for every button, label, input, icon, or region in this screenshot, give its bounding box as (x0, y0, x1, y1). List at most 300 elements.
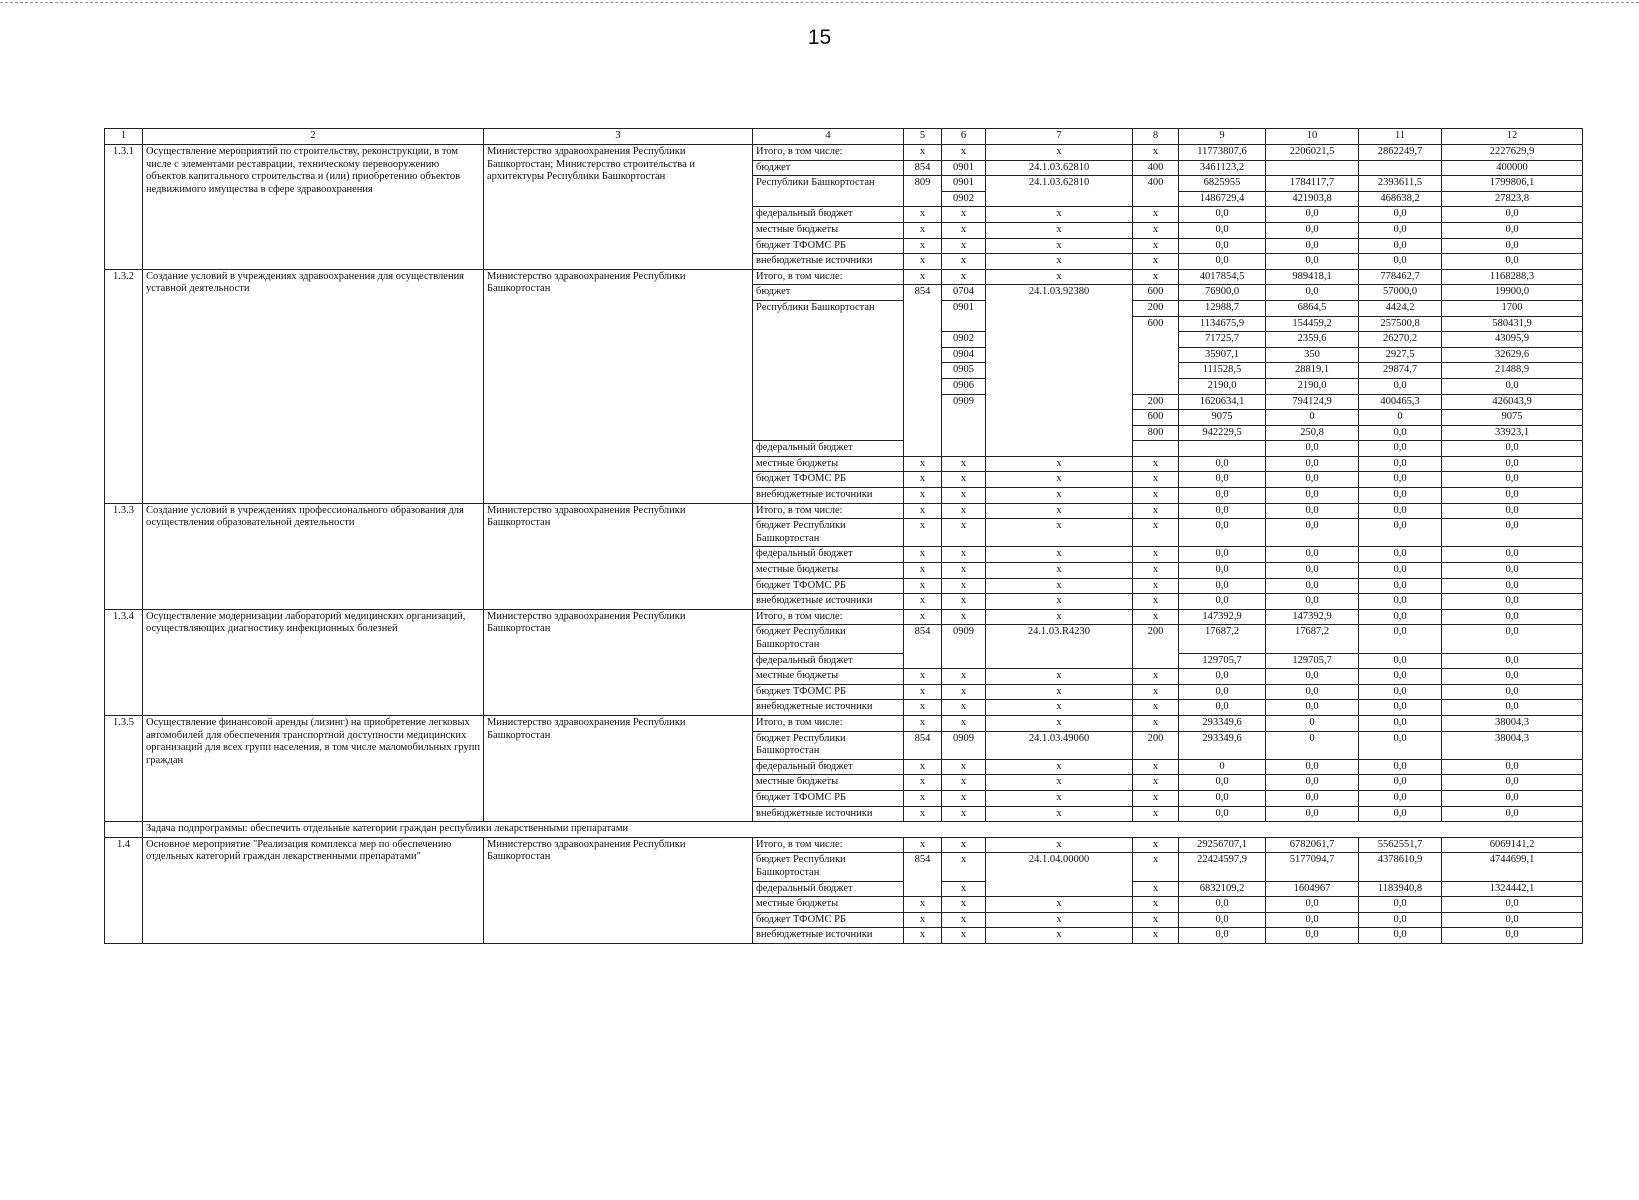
cell: 200 (1133, 394, 1179, 410)
cell: x (1133, 853, 1179, 881)
source-label: местные бюджеты (753, 669, 904, 685)
cell: 5177094,7 (1266, 853, 1359, 881)
cell: 129705,7 (1266, 653, 1359, 669)
source-label: бюджет Республики Башкортостан (753, 625, 904, 653)
cell: x (986, 472, 1133, 488)
cell: x (986, 700, 1133, 716)
cell: x (942, 790, 986, 806)
cell: 21488,9 (1442, 363, 1583, 379)
cell: 854 (904, 625, 942, 669)
cell: 0 (1359, 410, 1442, 426)
cell: 24.1.03.62810 (986, 176, 1133, 207)
cell: 0,0 (1442, 503, 1583, 519)
section-executor: Министерство здравоохранения Республики Башкортостан (484, 715, 753, 821)
cell: x (1133, 488, 1179, 504)
source-label: бюджет ТФОМС РБ (753, 238, 904, 254)
cell: 0901 (942, 160, 986, 176)
cell (105, 822, 143, 838)
cell: 0,0 (1179, 775, 1266, 791)
cell: 854 (904, 853, 942, 897)
source-label: бюджет ТФОМС РБ (753, 578, 904, 594)
cell: 0,0 (1442, 207, 1583, 223)
cell: x (1133, 547, 1179, 563)
section-name: Создание условий в учреждениях профессионального образования для осуществления образовательной деятельности (143, 503, 484, 609)
table-row (105, 269, 1583, 285)
cell: 9075 (1442, 410, 1583, 426)
cell: x (986, 269, 1133, 285)
cell: 22424597,9 (1179, 853, 1266, 881)
cell: x (904, 488, 942, 504)
cell: 0,0 (1266, 790, 1359, 806)
cell: 0,0 (1179, 472, 1266, 488)
source-label: Итого, в том числе: (753, 715, 904, 731)
cell: x (942, 488, 986, 504)
cell: 0,0 (1266, 503, 1359, 519)
cell: 0,0 (1266, 222, 1359, 238)
cell: 38004,3 (1442, 731, 1583, 759)
cell: x (942, 472, 986, 488)
cell: x (986, 222, 1133, 238)
cell: 0,0 (1179, 684, 1266, 700)
task-text: Задача подпрограммы: обеспечить отдельные категории граждан республики лекарственными препаратами (143, 822, 1583, 838)
cell: x (904, 563, 942, 579)
cell: x (986, 145, 1133, 161)
cell: x (904, 472, 942, 488)
cell: x (942, 700, 986, 716)
section-id: 1.3.4 (105, 609, 143, 715)
cell: 400465,3 (1359, 394, 1442, 410)
cell: x (1133, 759, 1179, 775)
cell: x (986, 547, 1133, 563)
column-header: 1 (105, 129, 143, 145)
cell: 0,0 (1179, 254, 1266, 270)
cell (1179, 441, 1266, 457)
cell: 0,0 (1359, 928, 1442, 944)
section-name: Осуществление модернизации лабораторий медицинских организаций, осуществляющих диагностику инфекционных болезней (143, 609, 484, 715)
cell: 400000 (1442, 160, 1583, 176)
cell: 0,0 (1266, 519, 1359, 547)
cell: 1183940,8 (1359, 881, 1442, 897)
cell: 0909 (942, 731, 986, 759)
cell: 0,0 (1179, 207, 1266, 223)
cell: 0,0 (1442, 775, 1583, 791)
cell: x (986, 912, 1133, 928)
cell: 0,0 (1359, 563, 1442, 579)
cell: 350 (1266, 347, 1359, 363)
cell: 0,0 (1179, 790, 1266, 806)
cell: 24.1.03.62810 (986, 160, 1133, 176)
column-header: 10 (1266, 129, 1359, 145)
source-label: бюджет ТФОМС РБ (753, 790, 904, 806)
cell: 0,0 (1266, 238, 1359, 254)
cell: x (986, 207, 1133, 223)
cell: 6825955 (1179, 176, 1266, 192)
cell: x (1133, 609, 1179, 625)
cell: 0,0 (1359, 207, 1442, 223)
cell: 33923,1 (1442, 425, 1583, 441)
cell: x (942, 715, 986, 731)
cell: 0,0 (1359, 775, 1442, 791)
cell: 29874,7 (1359, 363, 1442, 379)
cell: 0,0 (1442, 519, 1583, 547)
cell: x (904, 519, 942, 547)
cell: 0,0 (1179, 547, 1266, 563)
cell: 4424,2 (1359, 300, 1442, 316)
source-label: федеральный бюджет (753, 547, 904, 563)
source-label: местные бюджеты (753, 456, 904, 472)
cell: 0,0 (1442, 609, 1583, 625)
cell: 24.1.03.92380 (986, 285, 1133, 457)
cell: 24.1.04.00000 (986, 853, 1133, 897)
cell: 989418,1 (1266, 269, 1359, 285)
cell: 293349,6 (1179, 715, 1266, 731)
cell: x (942, 222, 986, 238)
cell: 0,0 (1359, 912, 1442, 928)
cell: x (986, 897, 1133, 913)
cell: 0901 (942, 176, 986, 192)
cell: 2190,0 (1266, 378, 1359, 394)
cell: 1134675,9 (1179, 316, 1266, 332)
cell: 6069141,2 (1442, 837, 1583, 853)
cell: x (986, 563, 1133, 579)
source-label: бюджет Республики Башкортостан (753, 731, 904, 759)
cell: 0,0 (1359, 547, 1442, 563)
cell: 0,0 (1266, 700, 1359, 716)
cell: x (904, 775, 942, 791)
cell: 0,0 (1266, 547, 1359, 563)
cell: x (904, 806, 942, 822)
cell: 0909 (942, 394, 986, 456)
section-executor: Министерство здравоохранения Республики Башкортостан (484, 503, 753, 609)
cell: 0,0 (1359, 254, 1442, 270)
source-label: местные бюджеты (753, 897, 904, 913)
cell: x (942, 775, 986, 791)
source-label: Республики Башкортостан (753, 300, 904, 440)
section-id: 1.3.3 (105, 503, 143, 609)
cell: 421903,8 (1266, 191, 1359, 207)
section-executor: Министерство здравоохранения Республики Башкортостан (484, 609, 753, 715)
program-finance-table (104, 128, 1583, 944)
cell: 0,0 (1442, 790, 1583, 806)
cell: x (986, 519, 1133, 547)
cell: x (986, 488, 1133, 504)
cell: 0,0 (1179, 563, 1266, 579)
section-id: 1.4 (105, 837, 143, 943)
cell: 0,0 (1442, 669, 1583, 685)
cell: 6832109,2 (1179, 881, 1266, 897)
cell: 0,0 (1179, 222, 1266, 238)
section-name: Осуществление мероприятий по строительству, реконструкции, в том числе с элементами реставрации, техническому перевооружению объектов капитального строительства и (или) приобретению объектов недвижимого имущества в сфере здравоохранения (143, 145, 484, 270)
cell: 0,0 (1359, 503, 1442, 519)
cell: 0,0 (1179, 928, 1266, 944)
cell: 24.1.03.49060 (986, 731, 1133, 759)
column-header: 9 (1179, 129, 1266, 145)
cell: x (1133, 254, 1179, 270)
section-name: Основное мероприятие "Реализация комплекса мер по обеспечению отдельных категорий граждан лекарственными препаратами" (143, 837, 484, 943)
cell: 57000,0 (1359, 285, 1442, 301)
cell: 580431,9 (1442, 316, 1583, 332)
column-header: 6 (942, 129, 986, 145)
cell: x (1133, 519, 1179, 547)
cell: 0,0 (1179, 519, 1266, 547)
cell: x (942, 669, 986, 685)
source-label: местные бюджеты (753, 775, 904, 791)
cell: 600 (1133, 285, 1179, 301)
cell: 26270,2 (1359, 332, 1442, 348)
section-name: Осуществление финансовой аренды (лизинг) на приобретение легковых автомобилей для обеспечения транспортной доступности медицинских организаций для всех групп населения, в том числе маломобильных групп граждан (143, 715, 484, 821)
source-label: бюджет ТФОМС РБ (753, 472, 904, 488)
cell: 0,0 (1442, 254, 1583, 270)
cell: x (904, 897, 942, 913)
cell: 0,0 (1179, 238, 1266, 254)
cell: x (1133, 238, 1179, 254)
cell: 2359,6 (1266, 332, 1359, 348)
cell: 0,0 (1359, 700, 1442, 716)
cell: 0,0 (1359, 625, 1442, 653)
source-label: бюджет Республики Башкортостан (753, 519, 904, 547)
cell: x (904, 700, 942, 716)
task-row (105, 822, 1583, 838)
cell: 0,0 (1359, 669, 1442, 685)
cell: 0,0 (1266, 928, 1359, 944)
cell: 0,0 (1442, 563, 1583, 579)
cell: 0 (1179, 759, 1266, 775)
cell: 1799806,1 (1442, 176, 1583, 192)
cell: 0904 (942, 347, 986, 363)
cell: 0,0 (1442, 456, 1583, 472)
cell: 0,0 (1179, 700, 1266, 716)
table-row (105, 503, 1583, 519)
cell: 794124,9 (1266, 394, 1359, 410)
cell: 0,0 (1266, 578, 1359, 594)
cell: 0,0 (1266, 775, 1359, 791)
cell: 71725,7 (1179, 332, 1266, 348)
cell: 0,0 (1359, 715, 1442, 731)
cell: x (986, 503, 1133, 519)
cell: 257500,8 (1359, 316, 1442, 332)
table-row (105, 609, 1583, 625)
cell: x (942, 853, 986, 881)
source-label: федеральный бюджет (753, 759, 904, 775)
cell: 0,0 (1442, 378, 1583, 394)
cell: 17687,2 (1266, 625, 1359, 653)
table-row (105, 837, 1583, 853)
cell: 0,0 (1266, 441, 1359, 457)
cell: 0,0 (1266, 897, 1359, 913)
table-row (105, 715, 1583, 731)
cell: x (986, 928, 1133, 944)
cell: 0901 (942, 300, 986, 331)
cell: x (1133, 881, 1179, 897)
cell: 942229,5 (1179, 425, 1266, 441)
source-label: Итого, в том числе: (753, 269, 904, 285)
cell: 1486729,4 (1179, 191, 1266, 207)
cell: 2206021,5 (1266, 145, 1359, 161)
cell: 0,0 (1266, 759, 1359, 775)
cell: 0,0 (1359, 806, 1442, 822)
cell: 19900,0 (1442, 285, 1583, 301)
cell: 24.1.03.R4230 (986, 625, 1133, 669)
cell: x (942, 609, 986, 625)
cell: x (942, 519, 986, 547)
cell: 854 (904, 731, 942, 759)
cell: 0,0 (1442, 700, 1583, 716)
cell: 854 (904, 285, 942, 457)
cell: x (942, 269, 986, 285)
cell: 76900,0 (1179, 285, 1266, 301)
cell: 400 (1133, 176, 1179, 207)
cell: 2190,0 (1179, 378, 1266, 394)
section-executor: Министерство здравоохранения Республики Башкортостан (484, 269, 753, 503)
source-label: бюджет (753, 285, 904, 301)
cell: 0,0 (1359, 488, 1442, 504)
cell: x (904, 684, 942, 700)
cell: 0902 (942, 332, 986, 348)
cell: 5562551,7 (1359, 837, 1442, 853)
cell: x (1133, 456, 1179, 472)
cell: 0,0 (1266, 488, 1359, 504)
cell: 0 (1266, 715, 1359, 731)
cell: x (904, 503, 942, 519)
cell: 0,0 (1442, 912, 1583, 928)
column-header: 7 (986, 129, 1133, 145)
cell: 200 (1133, 731, 1179, 759)
source-label: федеральный бюджет (753, 653, 904, 669)
cell: x (942, 837, 986, 853)
cell (1266, 160, 1359, 176)
cell: 600 (1133, 410, 1179, 426)
cell: 0,0 (1359, 731, 1442, 759)
cell: x (904, 715, 942, 731)
cell: 12988,7 (1179, 300, 1266, 316)
source-label: внебюджетные источники (753, 488, 904, 504)
cell: x (904, 207, 942, 223)
column-number-row (105, 129, 1583, 145)
cell: x (986, 594, 1133, 610)
cell: x (986, 254, 1133, 270)
cell: x (942, 881, 986, 897)
cell: x (1133, 790, 1179, 806)
table-row (105, 145, 1583, 161)
cell: 0,0 (1442, 625, 1583, 653)
source-label: федеральный бюджет (753, 441, 904, 457)
cell: 147392,9 (1179, 609, 1266, 625)
cell: 111528,5 (1179, 363, 1266, 379)
section-id: 1.3.5 (105, 715, 143, 821)
cell: x (1133, 669, 1179, 685)
cell: x (942, 578, 986, 594)
cell: x (986, 578, 1133, 594)
cell: x (904, 912, 942, 928)
cell: 2927,5 (1359, 347, 1442, 363)
column-header: 5 (904, 129, 942, 145)
cell: 0906 (942, 378, 986, 394)
cell: 0,0 (1179, 669, 1266, 685)
cell: 2862249,7 (1359, 145, 1442, 161)
source-label: местные бюджеты (753, 563, 904, 579)
cell: 0,0 (1266, 684, 1359, 700)
cell: x (1133, 928, 1179, 944)
cell: x (904, 238, 942, 254)
cell: 0,0 (1442, 488, 1583, 504)
cell: x (1133, 269, 1179, 285)
cell: 0,0 (1359, 238, 1442, 254)
cell: 400 (1133, 160, 1179, 176)
cell: 27823,8 (1442, 191, 1583, 207)
source-label: бюджет Республики Башкортостан (753, 853, 904, 881)
cell: 800 (1133, 425, 1179, 441)
cell: x (942, 897, 986, 913)
section-executor: Министерство здравоохранения Республики Башкортостан; Министерство строительства и архитектуры Республики Башкортостан (484, 145, 753, 270)
cell: 0,0 (1442, 897, 1583, 913)
cell: 0,0 (1179, 594, 1266, 610)
column-header: 12 (1442, 129, 1583, 145)
cell: 0,0 (1359, 519, 1442, 547)
cell: 0,0 (1359, 897, 1442, 913)
cell: x (942, 684, 986, 700)
cell: x (1133, 806, 1179, 822)
cell: 129705,7 (1179, 653, 1266, 669)
cell: 0,0 (1359, 378, 1442, 394)
cell: x (1133, 715, 1179, 731)
cell: 1168288,3 (1442, 269, 1583, 285)
cell: x (1133, 222, 1179, 238)
cell: x (986, 238, 1133, 254)
cell: x (1133, 594, 1179, 610)
source-label: внебюджетные источники (753, 254, 904, 270)
cell: 1700 (1442, 300, 1583, 316)
cell: 0,0 (1359, 578, 1442, 594)
cell: x (1133, 837, 1179, 853)
cell: 0,0 (1442, 441, 1583, 457)
source-label: бюджет ТФОМС РБ (753, 912, 904, 928)
cell: 0,0 (1266, 456, 1359, 472)
cell: 1324442,1 (1442, 881, 1583, 897)
cell: x (986, 759, 1133, 775)
source-label: бюджет ТФОМС РБ (753, 684, 904, 700)
cell: 4378610,9 (1359, 853, 1442, 881)
cell: x (904, 669, 942, 685)
cell: 17687,2 (1179, 625, 1266, 653)
column-header: 11 (1359, 129, 1442, 145)
cell: 0,0 (1359, 456, 1442, 472)
source-label: внебюджетные источники (753, 700, 904, 716)
cell: x (904, 609, 942, 625)
cell: 35907,1 (1179, 347, 1266, 363)
cell: 0,0 (1442, 653, 1583, 669)
cell: 0,0 (1179, 897, 1266, 913)
cell: x (1133, 684, 1179, 700)
cell: 0 (1266, 410, 1359, 426)
cell: x (904, 759, 942, 775)
cell: 43095,9 (1442, 332, 1583, 348)
cell: 1620634,1 (1179, 394, 1266, 410)
source-label: Итого, в том числе: (753, 609, 904, 625)
cell: x (986, 684, 1133, 700)
column-header: 3 (484, 129, 753, 145)
source-label: внебюджетные источники (753, 928, 904, 944)
cell: x (1133, 700, 1179, 716)
cell: x (904, 790, 942, 806)
cell: 0,0 (1179, 503, 1266, 519)
section-executor: Министерство здравоохранения Республики Башкортостан (484, 837, 753, 943)
column-header: 4 (753, 129, 904, 145)
cell: 0,0 (1266, 912, 1359, 928)
cell: x (942, 238, 986, 254)
cell: 0,0 (1266, 669, 1359, 685)
source-label: внебюджетные источники (753, 806, 904, 822)
cell: 0,0 (1266, 472, 1359, 488)
